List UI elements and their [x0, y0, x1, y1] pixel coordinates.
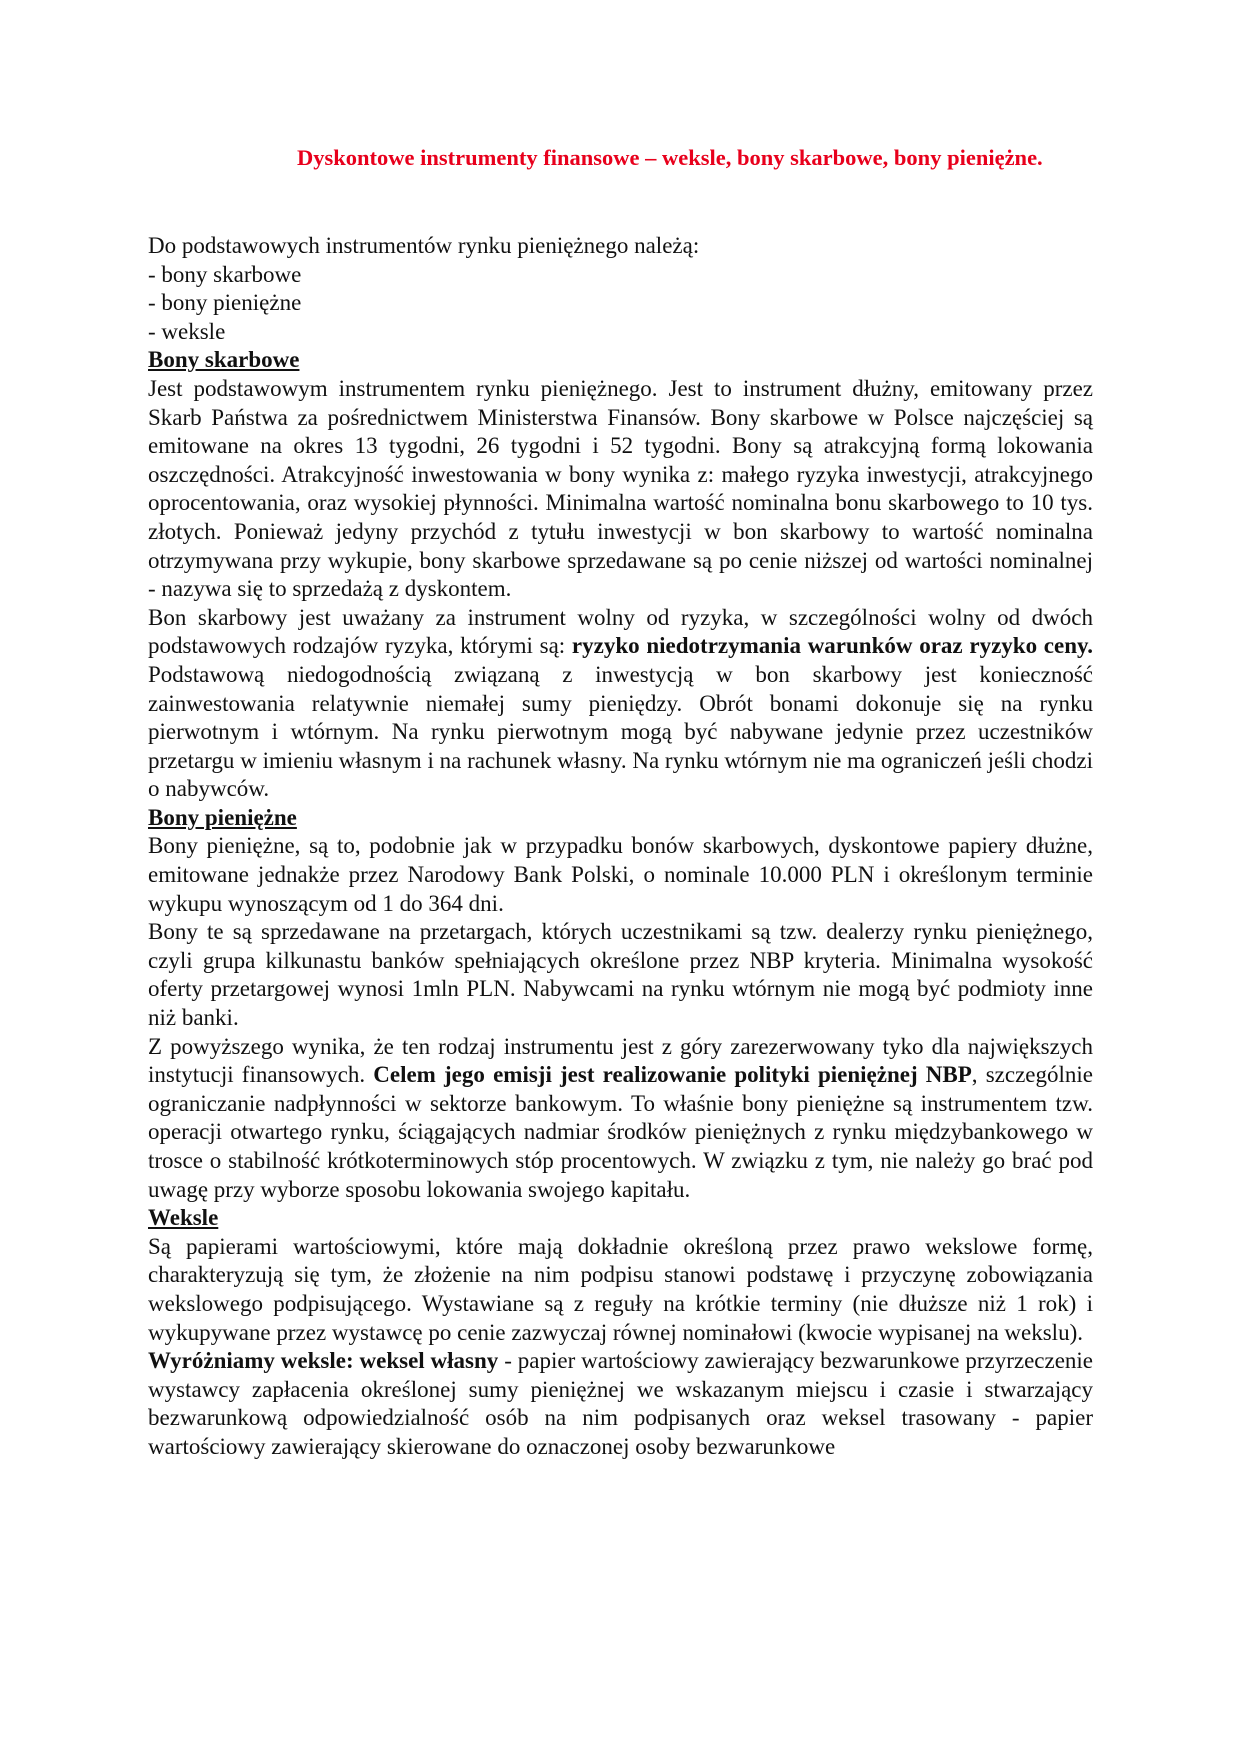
section-heading-bony-pieniezne: Bony pieniężne: [148, 804, 297, 830]
paragraph: [148, 1347, 1093, 1461]
intro-item: - bony pieniężne: [148, 290, 302, 316]
text-run: Z powyższego wynika, że ten rodzaj instrumentu jest z góry zarezerwowany tyko dla największych instytucji finansowych.: [148, 1033, 1093, 1088]
bold-text: Celem jego emisji jest realizowanie polityki pieniężnej NBP: [373, 1062, 972, 1088]
section-heading-weksle: Weksle: [148, 1205, 219, 1231]
paragraph: Bony te są sprzedawane na przetargach, których uczestnikami są tzw. dealerzy rynku pieniężnego, czyli grupa kilkunastu banków spełniających określone przez NBP kryteria. Minimalna wysokość oferty przetargowej wynosi 1mln PLN. Nabywcami na rynku wtórnym nie mogą być podmioty inne niż banki.: [148, 919, 1093, 1031]
text-run: , szczególnie ograniczanie nadpłynności w sektorze bankowym. To właśnie bony pieniężne są instrumentem tzw. operacji otwartego rynku, ściągających nadmiar środków pieniężnych z rynku międzybankowego w trosce o stabilność krótkoterminowych stóp procentowych. W związku z tym, nie należy go brać pod uwagę przy wyborze sposobu lokowania swojego kapitału.: [148, 1062, 1094, 1202]
intro-item: - bony skarbowe: [148, 261, 302, 287]
paragraph: Jest podstawowym instrumentem rynku pieniężnego. Jest to instrument dłużny, emitowany przez Skarb Państwa za pośrednictwem Ministerstwa Finansów. Bony skarbowe w Polsce najczęściej są emitowane na okres 13 tygodni, 26 tygodni i 52 tygodni. Bony są atrakcyjną formą lokowania oszczędności. Atrakcyjność inwestowania w bony wynika z: małego ryzyka inwestycji, atrakcyjnego oprocentowania, oraz wysokiej płynności. Minimalna wartość nominalna bonu skarbowego to 10 tys. złotych. Ponieważ jedyny przychód z tytułu inwestycji w bon skarbowy to wartość nominalna otrzymywana przy wykupie, bony skarbowe sprzedawane są po cenie niższej od wartości nominalnej - nazywa się to sprzedażą z dyskontem.: [148, 375, 1093, 602]
section-heading-bony-skarbowe: Bony skarbowe: [148, 347, 300, 373]
document-body: [148, 232, 1093, 1462]
intro-lead: Do podstawowych instrumentów rynku pieniężnego należą:: [148, 233, 700, 258]
bold-text: Wyróżniamy weksle: weksel własny: [148, 1348, 499, 1374]
text-run: Podstawową niedogodnością związaną z inwestycją w bon skarbowy jest konieczność zainwestowania relatywnie niemałej sumy pieniędzy. Obrót bonami dokonuje się na rynku pierwotnym i wtórnym. Na rynku pierwotnym mogą być nabywane jedynie przez uczestników przetargu w imieniu własnym i na rachunek własny. Na rynku wtórnym nie ma ograniczeń jeśli chodzi o nabywców.: [148, 661, 1093, 802]
intro-item: - weksle: [148, 318, 226, 344]
paragraph: [148, 1033, 1093, 1205]
paragraph: [148, 604, 1093, 804]
document-title: Dyskontowe instrumenty finansowe – weksle, bony skarbowe, bony pieniężne.: [297, 145, 1043, 170]
bold-text: ryzyko niedotrzymania warunków oraz ryzyko ceny.: [571, 633, 1093, 659]
paragraph: Są papierami wartościowymi, które mają dokładnie określoną przez prawo wekslowe formę, charakteryzują się tym, że złożenie na nim podpisu stanowi podstawę i przyczynę zobowiązania wekslowego podpisującego. Wystawiane są z reguły na krótkie terminy (nie dłuższe niż 1 rok) i wykupywane przez wystawcę po cenie zazwyczaj równej nominałowi (kwocie wypisanej na wekslu).: [148, 1233, 1093, 1345]
text-run: Bon skarbowy jest uważany za instrument wolny od ryzyka, w szczególności wolny od dwóch podstawowych rodzajów ryzyka, którymi są:: [148, 604, 1093, 659]
text-run: - papier wartościowy zawierający bezwarunkowe przyrzeczenie wystawcy zapłacenia określonej sumy pieniężnej we wskazanym miejscu i czasie i stwarzający bezwarunkową odpowiedzialność osób na nim podpisanych oraz weksel trasowany - papier wartościowy zawierający skierowane do oznaczonej osoby bezwarunkowe: [148, 1348, 1094, 1459]
paragraph: Bony pieniężne, są to, podobnie jak w przypadku bonów skarbowych, dyskontowe papiery dłużne, emitowane jednakże przez Narodowy Bank Polski, o nominale 10.000 PLN i określonym terminie wykupu wynoszącym od 1 do 364 dni.: [148, 833, 1093, 916]
